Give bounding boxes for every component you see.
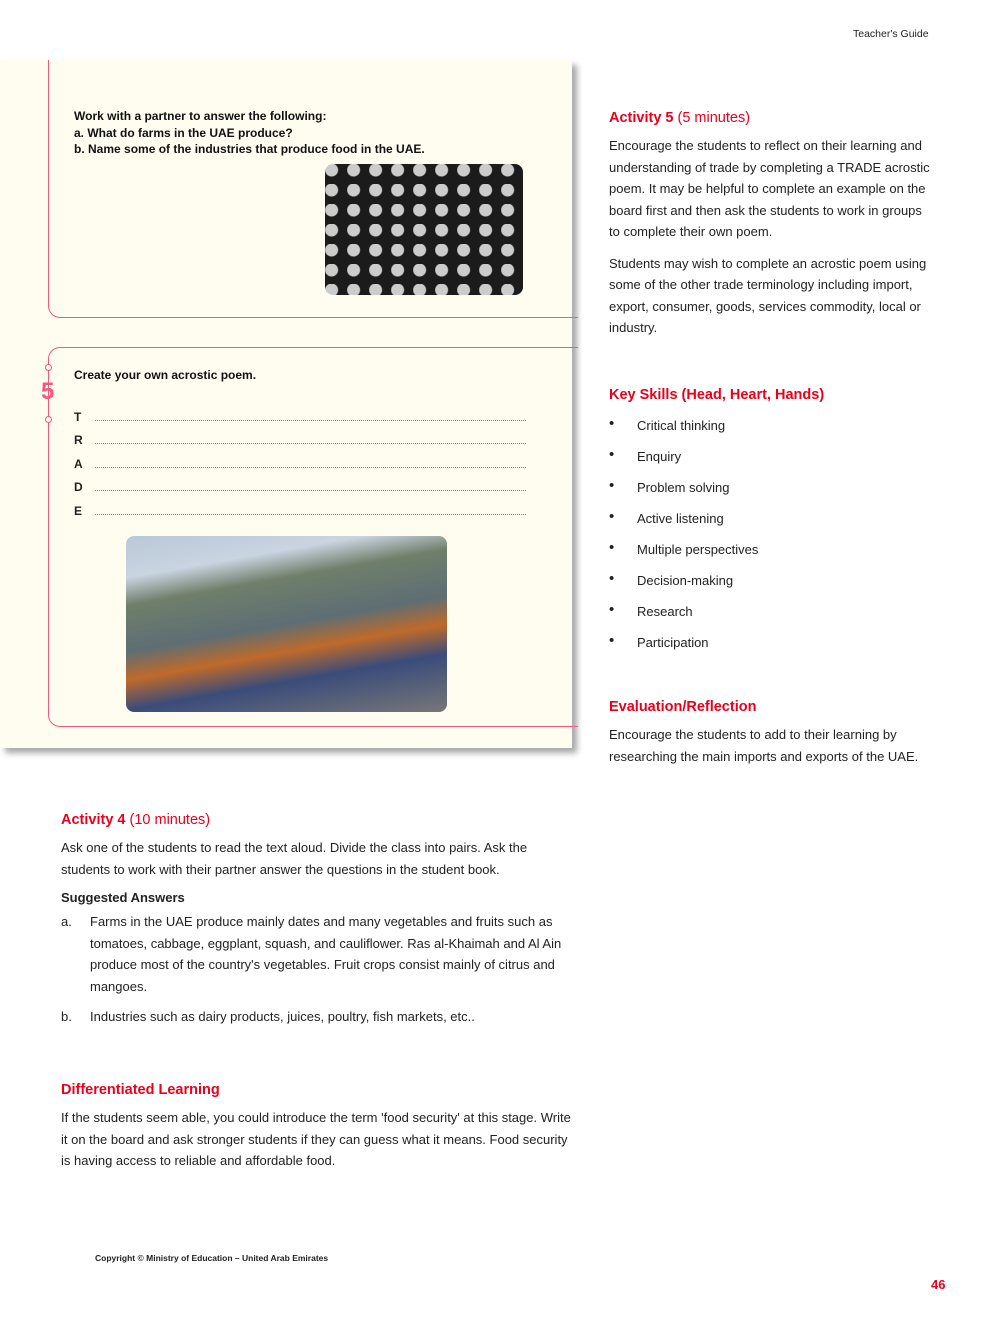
list-item: • Research (609, 604, 934, 635)
activity4-label: Activity 4 (61, 812, 126, 828)
activity-number: 5 (41, 378, 55, 405)
poem-instruction: Create your own acrostic poem. (74, 368, 257, 382)
copyright: Copyright © Ministry of Education – United Arab Emirates (95, 1253, 329, 1263)
answer-label: b. (61, 1009, 72, 1024)
list-item: • Active listening (609, 511, 934, 542)
list-item: • Participation (609, 635, 934, 666)
question-b: b. Name some of the industries that produce food in the UAE. (74, 142, 425, 156)
activity5-p2: Students may wish to complete an acrostic poem using some of the other trade terminology including import, export, consumer, goods, services commodity, local or industry. (609, 255, 927, 335)
letter: A (74, 457, 83, 471)
gems-image (325, 164, 523, 295)
list-item: • Problem solving (609, 480, 934, 511)
dotted-line (95, 442, 526, 444)
answer-b (61, 1006, 576, 1028)
answer-a (61, 911, 576, 997)
dotted-line (95, 419, 526, 421)
dotted-line (95, 513, 526, 515)
port-image (126, 536, 447, 712)
key-skills-title: Key Skills (Head, Heart, Hands) (609, 387, 825, 403)
letter: D (74, 480, 83, 494)
answer-label: a. (61, 914, 72, 929)
header-guide-label: Teacher's Guide (853, 28, 929, 40)
poem-line-r[interactable] (74, 433, 526, 447)
list-item: • Decision-making (609, 573, 934, 604)
list-item: • Critical thinking (609, 418, 934, 449)
activity5-label: Activity 5 (609, 110, 674, 126)
dotted-line (95, 489, 526, 491)
evaluation-text: Encourage the students to add to their learning by researching the main imports and exports of the UAE. (609, 727, 919, 764)
list-item: • Enquiry (609, 449, 934, 480)
poem-line-t[interactable] (74, 410, 526, 424)
question-intro: Work with a partner to answer the following: (74, 109, 327, 123)
differentiated-text: If the students seem able, you could introduce the term 'food security' at this stage. Write it on the board and ask stronger students if they can guess what it means. Food security is having access to reliable and affordable food. (61, 1110, 571, 1168)
letter: E (74, 504, 83, 518)
suggested-answers-title: Suggested Answers (61, 890, 185, 905)
activity5-duration: (5 minutes) (677, 110, 751, 126)
answer-text: Industries such as dairy products, juices, poultry, fish markets, etc.. (90, 1009, 475, 1024)
activity5-title (609, 110, 934, 126)
dotted-line (95, 466, 526, 468)
poem-line-d[interactable] (74, 480, 526, 494)
letter: R (74, 433, 83, 447)
activity4-title (61, 812, 576, 828)
key-skills-list (609, 418, 934, 666)
activity4-duration: (10 minutes) (129, 812, 211, 828)
activity4-text: Ask one of the students to read the text aloud. Divide the class into pairs. Ask the students to work with their partner answer the questions in the student book. (61, 840, 528, 877)
list-item: • Multiple perspectives (609, 542, 934, 573)
marker-dot (45, 416, 52, 423)
poem-line-e[interactable] (74, 504, 526, 518)
answer-text: Farms in the UAE produce mainly dates and many vegetables and fruits such as tomatoes, cabbage, eggplant, squash, and cauliflower. Ras al-Khaimah and Al Ain produce most of the country's vegetables. Fruit crops consist mainly of citrus and mangoes. (90, 914, 562, 994)
activity5-p1: Encourage the students to reflect on their learning and understanding of trade by completing a TRADE acrostic poem. It may be helpful to complete an example on the board first and then ask the students to work in groups to complete their own poem. (609, 138, 930, 239)
marker-dot (45, 364, 52, 371)
evaluation-title: Evaluation/Reflection (609, 699, 757, 715)
student-book-excerpt (0, 60, 572, 748)
poem-line-a[interactable] (74, 457, 526, 471)
question-a: a. What do farms in the UAE produce? (74, 125, 293, 140)
letter: T (74, 410, 82, 424)
differentiated-title: Differentiated Learning (61, 1082, 220, 1098)
page-number: 46 (931, 1277, 946, 1292)
